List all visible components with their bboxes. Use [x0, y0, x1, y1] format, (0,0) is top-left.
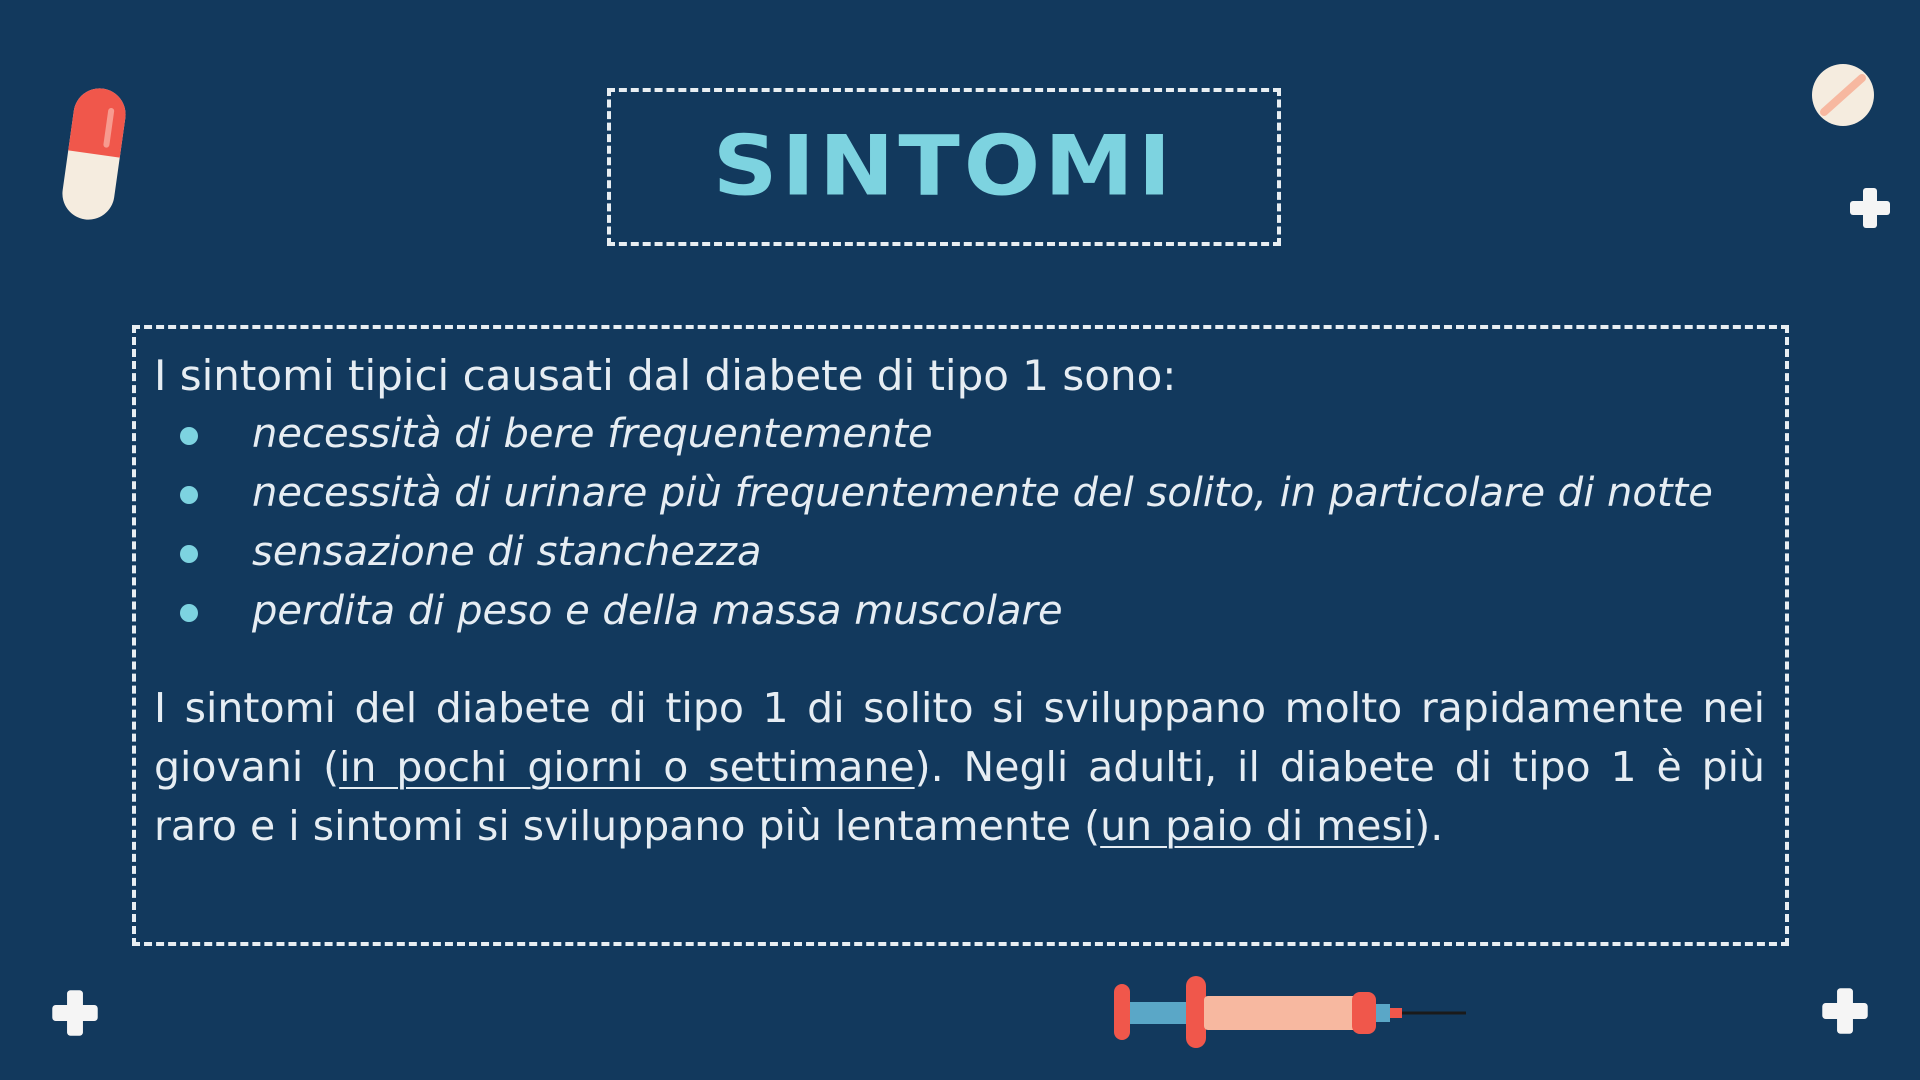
tablet-icon — [1810, 62, 1876, 128]
symptom-list — [154, 405, 1767, 641]
paragraph-text: ). Negli adulti, il diabete di tipo 1 è più raro e i sintomi si sviluppano più lentamente ( — [154, 743, 1765, 850]
onset-adult-link: un paio di mesi — [1100, 802, 1415, 850]
syringe-icon — [1110, 974, 1470, 1050]
list-item — [154, 405, 1767, 464]
list-item — [154, 464, 1767, 523]
page-title: SINTOMI — [712, 118, 1176, 215]
bullet-icon — [180, 486, 198, 504]
plus-icon — [50, 988, 100, 1038]
content-box — [132, 325, 1789, 946]
symptom-text: sensazione di stanchezza — [252, 529, 762, 575]
pill-capsule-icon — [58, 84, 130, 224]
title-box — [607, 88, 1281, 246]
symptom-text: perdita di peso e della massa muscolare — [252, 588, 1063, 634]
bullet-icon — [180, 427, 198, 445]
paragraph-text: I sintomi del diabete di tipo 1 di solito si sviluppano molto rapidamente nei giovani ( — [154, 684, 1765, 791]
bullet-icon — [180, 604, 198, 622]
list-item — [154, 523, 1767, 582]
list-item — [154, 582, 1767, 641]
intro-text: I sintomi tipici causati dal diabete di tipo 1 sono: — [154, 351, 1177, 400]
onset-young-link: in pochi giorni o settimane — [339, 743, 915, 791]
symptom-text: necessità di urinare più frequentemente del solito, in particolare di notte — [252, 470, 1713, 516]
onset-paragraph — [154, 679, 1767, 856]
symptom-text: necessità di bere frequentemente — [252, 411, 933, 457]
paragraph-text: ). — [1414, 802, 1444, 850]
plus-icon — [1820, 986, 1870, 1036]
bullet-icon — [180, 545, 198, 563]
plus-icon — [1848, 186, 1892, 230]
